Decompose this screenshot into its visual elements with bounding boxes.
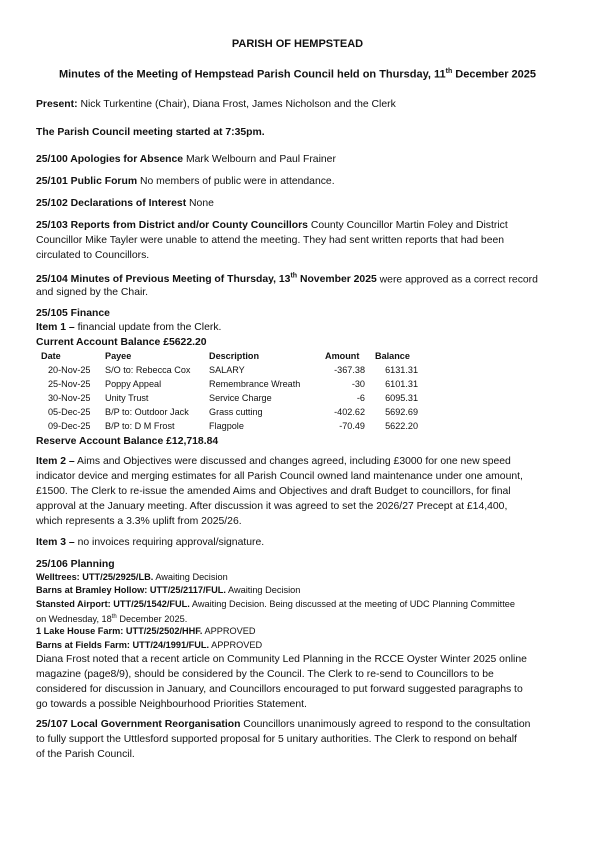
minutes-title-sup: th — [445, 68, 453, 75]
finance-item1 — [36, 320, 221, 335]
reorg-label: 25/107 Local Government Reorganisation — [36, 719, 241, 730]
row2-date: 25-Nov-25 — [48, 379, 91, 389]
item-interest — [36, 196, 214, 211]
row4-description: Grass cutting — [209, 407, 263, 417]
planning-app-2 — [36, 584, 300, 597]
present-text: Nick Turkentine (Chair), Diana Frost, James Nicholson and the Clerk — [77, 99, 396, 110]
item-reports-line1 — [36, 218, 508, 233]
item2-text-5: which represents a 3.3% uplift from 2025/26. — [36, 516, 242, 527]
row5-description: Flagpole — [209, 421, 244, 431]
app3-cont-post: December 2025. — [116, 614, 188, 625]
current-balance-text: Current Account Balance £5622.20 — [36, 337, 207, 348]
reorg-line1 — [36, 717, 530, 732]
row2-balance: 6101.31 — [385, 379, 418, 389]
planning-app-4 — [36, 625, 256, 638]
row2-payee: Poppy Appeal — [105, 379, 162, 389]
interest-label: 25/102 Declarations of Interest — [36, 198, 187, 209]
apologies-text: Mark Welbourn and Paul Frainer — [183, 154, 336, 165]
row2-description: Remembrance Wreath — [209, 379, 301, 389]
app4-ref: 1 Lake House Farm: UTT/25/2502/HHF. — [36, 626, 203, 636]
row4-amount: -402.62 — [334, 407, 365, 417]
present-line — [36, 97, 396, 112]
planning-app-1 — [36, 571, 228, 584]
item3-text: no invoices requiring approval/signature. — [74, 537, 265, 548]
app3-status: Awaiting Decision. Being discussed at the meeting of UDC Planning Committee — [189, 599, 515, 609]
item-apologies — [36, 152, 336, 167]
finance-heading — [36, 306, 110, 321]
interest-text: None — [186, 198, 214, 209]
app2-ref: Barns at Bramley Hollow: UTT/25/2117/FUL. — [36, 585, 226, 595]
row3-date: 30-Nov-25 — [48, 393, 91, 403]
previous-label — [36, 274, 377, 285]
th-description: Description — [209, 351, 260, 361]
app2-status: Awaiting Decision — [225, 585, 301, 595]
planning-heading — [36, 557, 115, 572]
app1-status: Awaiting Decision — [153, 572, 228, 582]
item2-line1 — [36, 454, 511, 469]
previous-text-2: and signed by the Chair. — [36, 287, 149, 298]
row3-description: Service Charge — [209, 393, 272, 403]
app3-cont-pre: on Wednesday, 18 — [36, 614, 112, 625]
present-label: Present: — [36, 99, 78, 110]
item2-text-4: approval at the January meeting. After discussion it was agreed to set the 2026/27 Precept at £14,400, — [36, 501, 508, 512]
app5-ref: Barns at Fields Farm: UTT/24/1991/FUL. — [36, 640, 210, 650]
app4-status: APPROVED — [202, 626, 256, 636]
row5-date: 09-Dec-25 — [48, 421, 91, 431]
row3-balance: 6095.31 — [385, 393, 418, 403]
planning-app-5 — [36, 639, 262, 652]
previous-label-sup: th — [290, 273, 298, 280]
th-payee: Payee — [105, 351, 132, 361]
row4-balance: 5692.69 — [385, 407, 418, 417]
row4-payee: B/P to: Outdoor Jack — [105, 407, 189, 417]
forum-text: No members of public were in attendance. — [137, 176, 335, 187]
row5-amount: -70.49 — [339, 421, 365, 431]
row1-balance: 6131.31 — [385, 365, 418, 375]
started-text: The Parish Council meeting started at 7:35pm. — [36, 127, 265, 138]
row1-description: SALARY — [209, 365, 245, 375]
planning-note-4: go towards a possible Neighbourhood Priorities Statement. — [36, 699, 307, 710]
item2-text-3: £1500. The Clerk to re-issue the amended Aims and Objectives and draft Budget to councillors, for final — [36, 486, 511, 497]
th-amount: Amount — [325, 351, 360, 361]
row3-payee: Unity Trust — [105, 393, 149, 403]
minutes-title — [0, 68, 595, 81]
previous-label-post: November 2025 — [297, 274, 377, 286]
item2-text-2: indicator device and merging estimates for all Parish Council owned land maintenance under one amount, — [36, 471, 523, 482]
row1-date: 20-Nov-25 — [48, 365, 91, 375]
th-balance: Balance — [375, 351, 410, 361]
reserve-balance — [36, 434, 218, 449]
item1-label: Item 1 – — [36, 322, 75, 333]
item-forum — [36, 174, 335, 189]
finance-heading-text: 25/105 Finance — [36, 308, 110, 319]
minutes-title-post: December 2025 — [452, 68, 537, 81]
row2-amount: -30 — [351, 379, 365, 389]
row3-amount: -6 — [356, 393, 365, 403]
app1-ref: Welltrees: UTT/25/2925/LB. — [36, 572, 154, 582]
app3-ref: Stansted Airport: UTT/25/1542/FUL. — [36, 599, 190, 609]
item1-text: financial update from the Clerk. — [74, 322, 222, 333]
current-balance — [36, 335, 207, 350]
planning-note-2: magazine (page8/9), should be considered by the Council. The Clerk to re-send to Councillors to be — [36, 669, 494, 680]
reports-text-2: Councillor Mike Tayler were unable to attend the meeting. They had sent written reports that had been — [36, 235, 505, 246]
reports-text-1: County Councillor Martin Foley and District — [307, 220, 508, 231]
row5-payee: B/P to: D M Frost — [105, 421, 175, 431]
meeting-started — [36, 125, 265, 140]
reorg-text-1: Councillors unanimously agreed to respond to the consultation — [240, 719, 531, 730]
item3-line — [36, 535, 264, 550]
app5-status: APPROVED — [209, 640, 263, 650]
planning-app-3-cont — [36, 611, 187, 626]
apologies-label: 25/100 Apologies for Absence — [36, 154, 184, 165]
parish-title: PARISH OF HEMPSTEAD — [231, 38, 364, 50]
forum-label: 25/101 Public Forum — [36, 176, 138, 187]
reserve-balance-text: Reserve Account Balance £12,718.84 — [36, 436, 219, 447]
row4-date: 05-Dec-25 — [48, 407, 91, 417]
reports-label: 25/103 Reports from District and/or County Councillors — [36, 220, 308, 231]
row1-amount: -367.38 — [334, 365, 365, 375]
reorg-text-3: of the Parish Council. — [36, 749, 135, 760]
previous-label-pre: 25/104 Minutes of Previous Meeting of Thursday, 13 — [36, 274, 291, 286]
planning-note-1: Diana Frost noted that a recent article on Community Led Planning in the RCCE Oyster Winter 2025 online — [36, 654, 527, 665]
reorg-text-2: to fully support the Uttlesford supported proposal for 5 unitary authorities. The Clerk to respond on behalf — [36, 734, 517, 745]
planning-note-3: considered for discussion in January, and Councillors encouraged to put forward suggested paragraphs to — [36, 684, 523, 695]
reports-text-3: circulated to Councillors. — [36, 250, 150, 261]
app3-cont-sup: th — [111, 614, 117, 620]
previous-text-1: were approved as a correct record — [376, 274, 538, 286]
item2-label: Item 2 – — [36, 456, 75, 467]
row1-payee: S/O to: Rebecca Cox — [105, 365, 191, 375]
th-date: Date — [41, 351, 61, 361]
planning-app-3 — [36, 598, 515, 611]
row5-balance: 5622.20 — [385, 421, 418, 431]
planning-heading-text: 25/106 Planning — [36, 559, 115, 570]
minutes-title-pre: Minutes of the Meeting of Hempstead Parish Council held on Thursday, 11 — [58, 68, 446, 81]
item2-text-1: Aims and Objectives were discussed and changes agreed, including £3000 for one new speed — [74, 456, 511, 467]
item3-label: Item 3 – — [36, 537, 75, 548]
